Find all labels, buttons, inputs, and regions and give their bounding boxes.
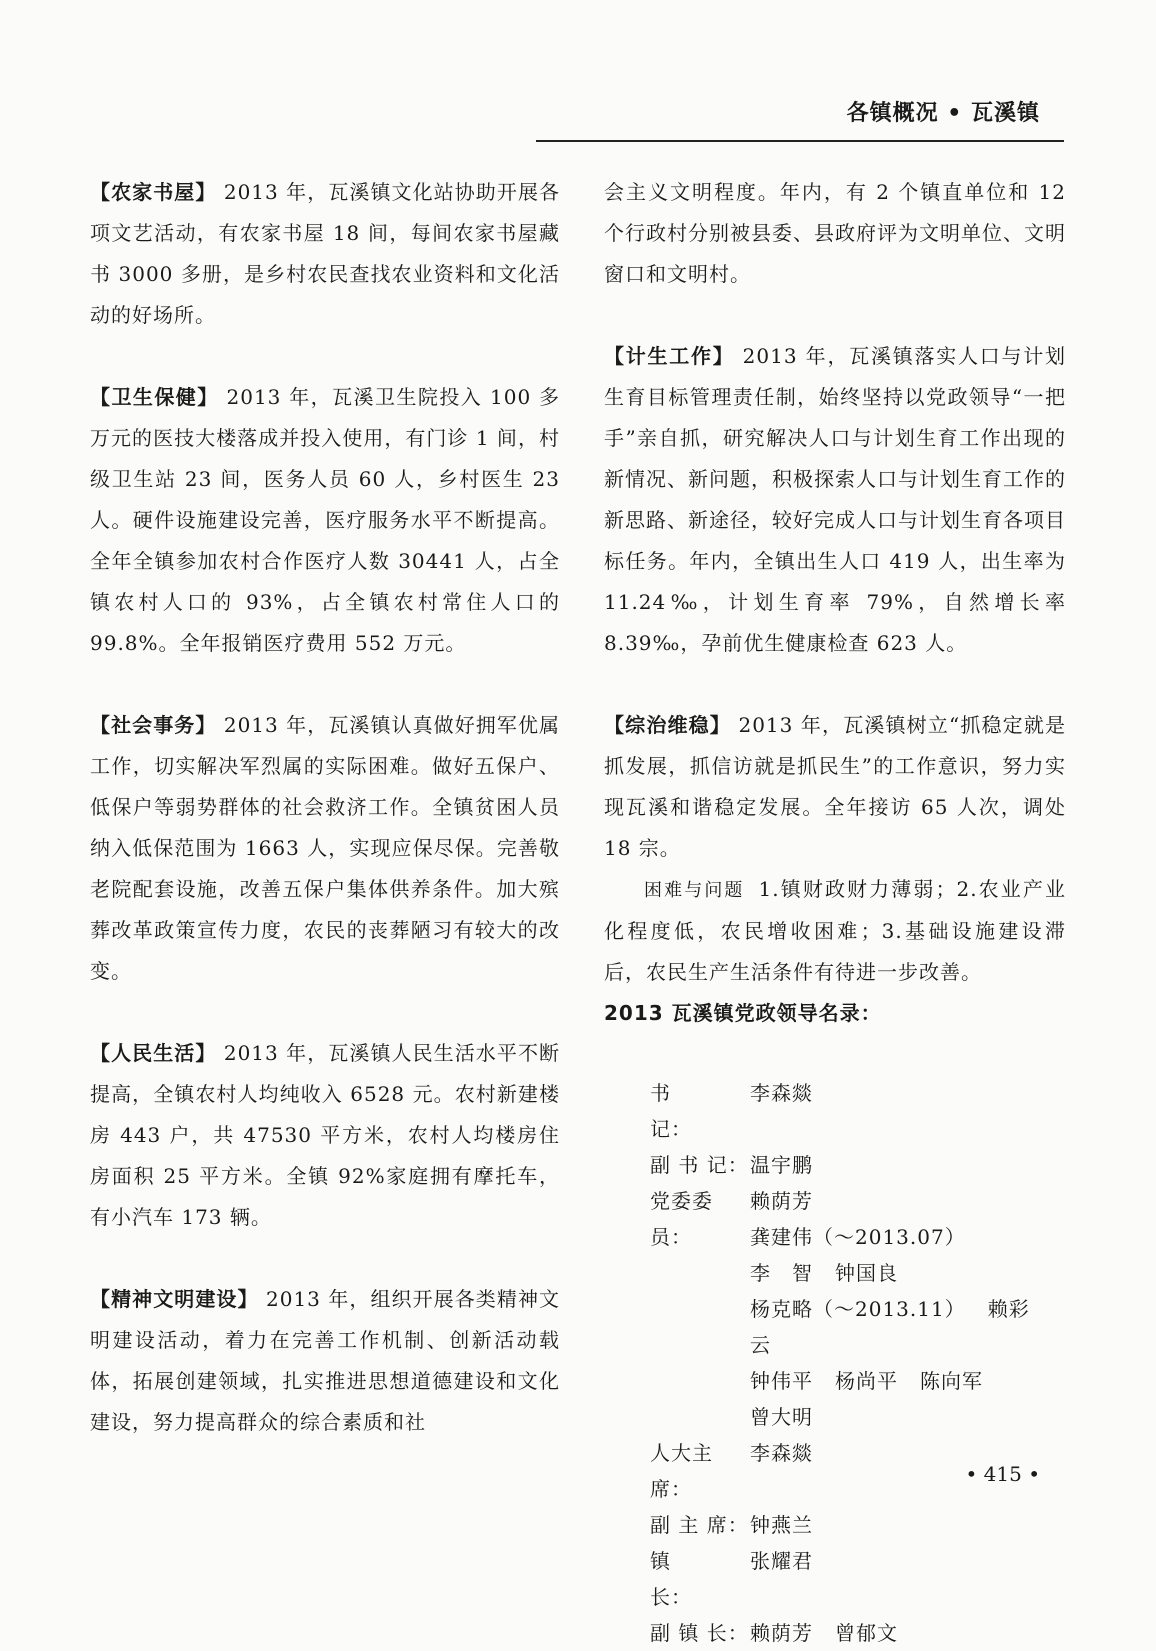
roster-name: 杨尚平	[835, 1369, 898, 1393]
roster-role: 副 书 记：	[650, 1153, 749, 1177]
section-text: 2013 年，瓦溪镇文化站协助开展各项文艺活动，有农家书屋 18 间，每间农家书屋藏书 3000 多册，是乡村农民查找农业资料和文化活动的好场所。	[90, 180, 561, 327]
roster-row	[604, 1291, 1066, 1363]
section-health	[90, 377, 560, 664]
roster-name: 曾大明	[750, 1405, 813, 1429]
problems-paragraph	[604, 869, 1066, 993]
leadership-roster	[604, 1075, 1066, 1651]
section-social-affairs	[90, 705, 560, 992]
section-text: 2013 年，瓦溪镇落实人口与计划生育目标管理责任制，始终坚持以党政领导“一把手”亲自抓，研究解决人口与计划生育工作出现的新情况、新问题，积极探索人口与计划生育工作的新思路、新途径，较好完成人口与计划生育各项目标任务。年内，全镇出生人口 419 人，出生率为 11.24‰，计划生育率 79%，自然增长率 8.39‰，孕前优生健康检查 623 人。	[604, 344, 1067, 655]
roster-role: 副 镇 长：	[650, 1621, 749, 1645]
page-number: • 415 •	[965, 1462, 1040, 1486]
roster-name: 龚建伟（～2013.07）	[750, 1225, 966, 1249]
roster-name: 杨克略（～2013.11）	[750, 1297, 966, 1321]
section-heading: 【社会事务】	[90, 713, 217, 737]
section-family-planning	[604, 336, 1066, 664]
roster-row	[604, 1363, 1066, 1399]
section-civilization	[90, 1279, 560, 1443]
roster-name: 曾郁文	[835, 1621, 898, 1645]
section-heading: 【人民生活】	[90, 1041, 217, 1065]
running-header: 各镇概况 • 瓦溪镇	[846, 101, 1040, 126]
roster-row	[604, 1255, 1066, 1291]
roster-name: 钟燕兰	[750, 1513, 813, 1537]
section-living	[90, 1033, 560, 1238]
roster-name: 赖荫芳	[750, 1189, 813, 1213]
section-heading: 【计生工作】	[604, 344, 735, 368]
roster-row	[604, 1543, 1066, 1615]
section-text: 2013 年，瓦溪镇人民生活水平不断提高，全镇农村人均纯收入 6528 元。农村新建楼房 443 户，共 47530 平方米，农村人均楼房住房面积 25 平方米。全镇 92%家庭拥有摩托车，有小汽车 173 辆。	[90, 1041, 561, 1229]
continuation-text: 会主义文明程度。年内，有 2 个镇直单位和 12 个行政村分别被县委、县政府评为文明单位、文明窗口和文明村。	[604, 180, 1066, 286]
right-column	[604, 172, 1066, 1651]
roster-row	[604, 1075, 1066, 1147]
roster-row	[604, 1183, 1066, 1255]
section-stability	[604, 705, 1066, 869]
roster-role: 书 记：	[650, 1081, 713, 1141]
section-text: 2013 年，组织开展各类精神文明建设活动，着力在完善工作机制、创新活动载体，拓展创建领域，扎实推进思想道德建设和文化建设，努力提高群众的综合素质和社	[90, 1287, 561, 1434]
roster-row	[604, 1615, 1066, 1651]
roster-name: 李 智	[750, 1261, 813, 1285]
roster-name: 陈向军	[920, 1369, 983, 1393]
roster-name: 温宇鹏	[750, 1153, 813, 1177]
roster-name: 李森燚	[750, 1081, 813, 1105]
roster-name: 钟国良	[835, 1261, 898, 1285]
roster-name: 钟伟平	[750, 1369, 813, 1393]
roster-row	[604, 1399, 1066, 1435]
roster-row	[604, 1147, 1066, 1183]
roster-role: 人大主席：	[650, 1441, 713, 1501]
section-heading: 【农家书屋】	[90, 180, 217, 204]
roster-name: 赖荫芳	[750, 1621, 813, 1645]
roster-role: 党委委员：	[650, 1189, 713, 1249]
section-heading: 【卫生保健】	[90, 385, 219, 409]
problems-text: 1.镇财政财力薄弱；2.农业产业化程度低，农民增收困难；3.基础设施建设滞后，农民生产生活条件有待进一步改善。	[604, 877, 1067, 984]
roster-title: 2013 瓦溪镇党政领导名录：	[604, 1001, 882, 1025]
section-text: 2013 年，瓦溪镇树立“抓稳定就是抓发展，抓信访就是抓民生”的工作意识，努力实现瓦溪和谐稳定发展。全年接访 65 人次，调处 18 宗。	[604, 713, 1067, 860]
roster-role: 镇 长：	[650, 1549, 713, 1609]
section-heading: 【精神文明建设】	[90, 1287, 259, 1311]
roster-name: 张耀君	[750, 1549, 813, 1573]
roster-name: 赖彩云	[750, 1297, 1030, 1357]
roster-role: 副 主 席：	[650, 1513, 749, 1537]
section-heading: 【综治维稳】	[604, 713, 731, 737]
section-text: 2013 年，瓦溪镇认真做好拥军优属工作，切实解决军烈属的实际困难。做好五保户、低保户等弱势群体的社会救济工作。全镇贫困人员纳入低保范围为 1663 人，实现应保尽保。完善敬老院配套设施，改善五保户集体供养条件。加大殡葬改革政策宣传力度，农民的丧葬陋习有较大的改变。	[90, 713, 561, 983]
section-text: 2013 年，瓦溪卫生院投入 100 多万元的医技大楼落成并投入使用，有门诊 1 间，村级卫生站 23 间，医务人员 60 人，乡村医生 23 人。硬件设施建设完善，医疗服务水平不断提高。全年全镇参加农村合作医疗人数 30441 人，占全镇农村人口的 93%，占全镇农村常住人口的 99.8%。全年报销医疗费用 552 万元。	[90, 385, 561, 655]
section-library	[90, 172, 560, 336]
roster-row	[604, 1507, 1066, 1543]
left-column	[90, 172, 560, 1443]
problems-lead: 困难与问题	[644, 880, 745, 901]
roster-name: 李森燚	[750, 1441, 813, 1465]
header-rule	[536, 140, 1064, 142]
